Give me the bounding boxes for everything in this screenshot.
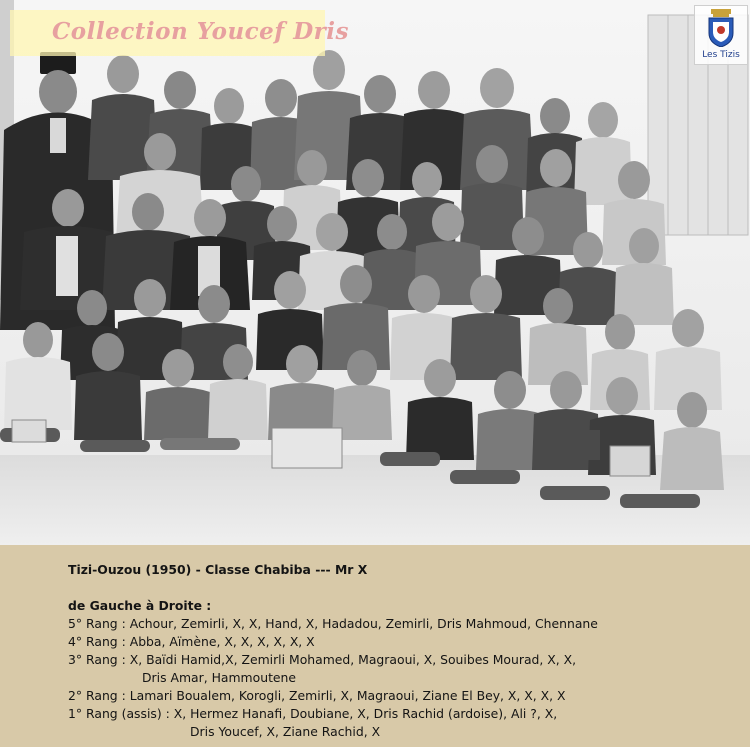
- caption-spacer: [68, 579, 738, 597]
- logo: [694, 5, 748, 65]
- caption-row-1-continued: Dris Youcef, X, Ziane Rachid, X: [190, 724, 381, 739]
- caption: [68, 561, 738, 741]
- caption-row-3-continued: Dris Amar, Hammoutene: [142, 670, 297, 685]
- coat-of-arms-icon: [707, 9, 735, 47]
- caption-title: Tizi-Ouzou (1950) - Classe Chabiba --- Mr X: [68, 562, 368, 577]
- watermark: [10, 10, 349, 56]
- caption-row-1: 1° Rang (assis) : X, Hermez Hanafi, Doubiane, X, Dris Rachid (ardoise), Ali ?, X,: [68, 706, 558, 721]
- caption-subtitle: de Gauche à Droite :: [68, 598, 212, 613]
- watermark-text: Collection Youcef Dris: [52, 18, 349, 45]
- caption-row-4: 4° Rang : Abba, Aïmène, X, X, X, X, X, X: [68, 634, 315, 649]
- caption-row-2: 2° Rang : Lamari Boualem, Korogli, Zemirli, X, Magraoui, Ziane El Bey, X, X, X, X: [68, 688, 566, 703]
- caption-row-5: 5° Rang : Achour, Zemirli, X, X, Hand, X, Hadadou, Zemirli, Dris Mahmoud, Chennane: [68, 616, 598, 631]
- logo-text: Les Tizis: [702, 50, 740, 60]
- caption-row-3: 3° Rang : X, Baïdi Hamid,X, Zemirli Mohamed, Magraoui, X, Souibes Mourad, X, X,: [68, 652, 577, 667]
